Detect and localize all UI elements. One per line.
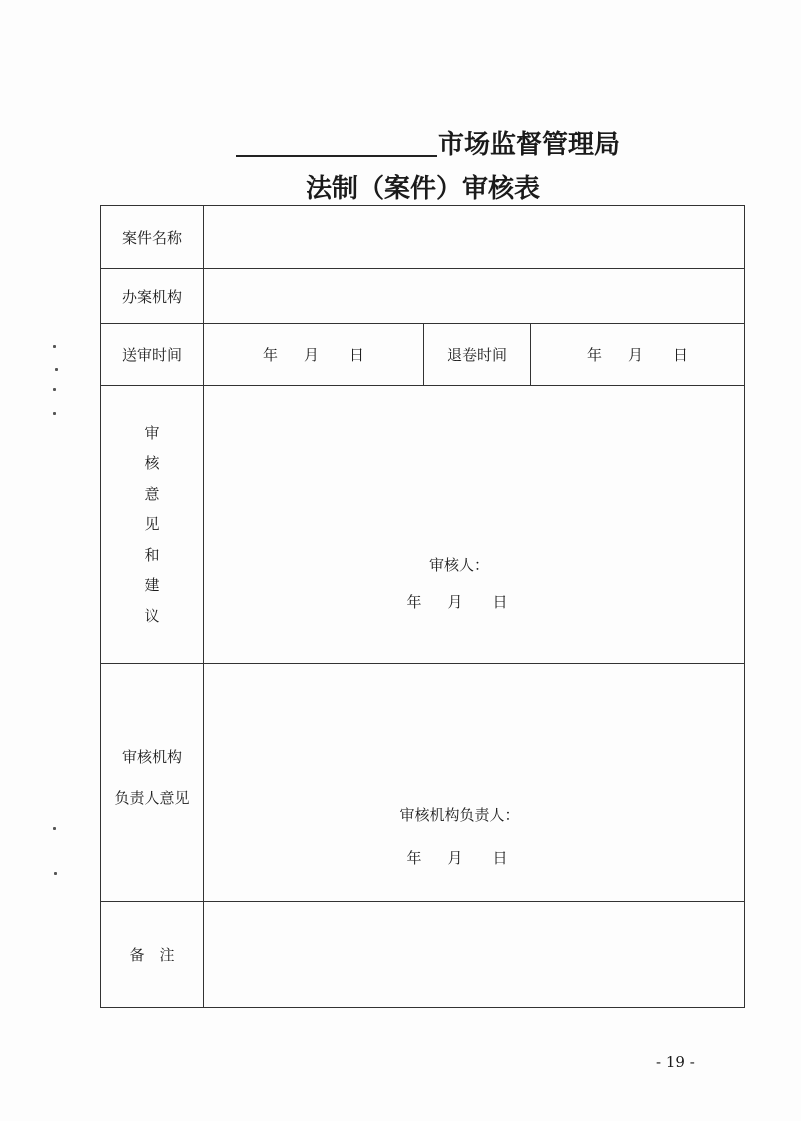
row-review-opinion (101, 386, 745, 664)
reviewer-day: 日 (492, 593, 508, 611)
org-head-sign-label: 审核机构负责人： (399, 806, 520, 824)
case-name-label: 案件名称 (101, 206, 204, 269)
review-opinion-char: 意 (144, 484, 160, 503)
remarks-label: 备 注 (101, 902, 204, 1008)
case-name-field[interactable] (204, 206, 745, 269)
org-head-opinion-field[interactable] (204, 664, 745, 902)
organization-blank-line (236, 155, 437, 157)
submit-year: 年 (262, 346, 278, 364)
reviewer-year: 年 (406, 593, 422, 611)
page-number: - 19 - (656, 1053, 695, 1071)
row-handling-org (101, 269, 745, 324)
row-case-name (101, 206, 745, 269)
submit-date-field[interactable] (204, 324, 424, 386)
remarks-field[interactable] (204, 902, 745, 1008)
review-opinion-char: 审 (144, 423, 160, 442)
submit-day: 日 (349, 346, 365, 364)
handling-org-label: 办案机构 (101, 269, 204, 324)
submit-time-label: 送审时间 (101, 324, 204, 386)
org-head-label-line2: 负责人意见 (114, 788, 190, 807)
org-head-day: 日 (492, 849, 508, 867)
org-head-month: 月 (447, 849, 463, 867)
reviewer-month: 月 (447, 593, 463, 611)
document-title-line1 (232, 122, 652, 162)
handling-org-field[interactable] (204, 269, 745, 324)
review-opinion-field[interactable] (204, 386, 745, 664)
return-month: 月 (628, 346, 644, 364)
reviewer-date (170, 591, 744, 612)
org-head-year: 年 (406, 849, 422, 867)
review-opinion-char: 核 (144, 454, 160, 473)
row-times (101, 324, 745, 386)
organization-name: 市场监督管理局 (438, 130, 621, 160)
form-title: 法制（案件）审核表 (306, 174, 541, 204)
submit-month: 月 (303, 346, 319, 364)
review-opinion-label (101, 386, 204, 664)
return-day: 日 (673, 346, 689, 364)
return-date-field[interactable] (531, 324, 745, 386)
reviewer-sign-label: 审核人： (429, 556, 490, 574)
org-head-label-line1: 审核机构 (121, 747, 182, 766)
org-head-date (170, 847, 744, 868)
row-remarks (101, 902, 745, 1008)
review-opinion-char: 建 (144, 576, 160, 595)
review-opinion-char: 见 (144, 515, 160, 534)
return-time-label: 退卷时间 (424, 324, 531, 386)
row-org-head-opinion (101, 664, 745, 902)
review-opinion-char: 议 (144, 606, 160, 625)
review-opinion-char: 和 (144, 545, 160, 564)
return-year: 年 (586, 346, 602, 364)
review-form-table (100, 205, 745, 1008)
